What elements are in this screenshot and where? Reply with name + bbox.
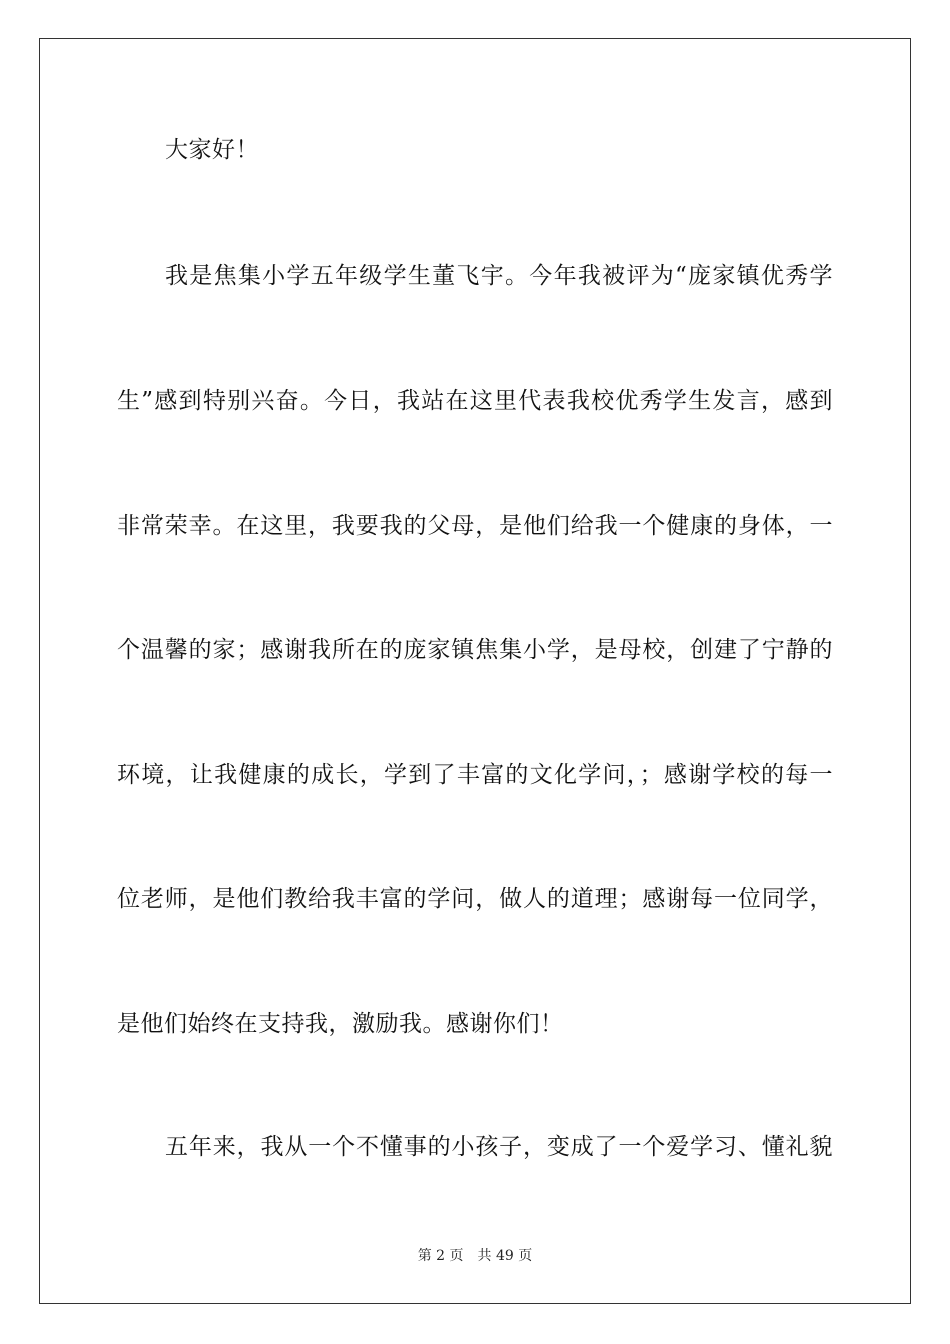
- paragraph-1-line-6: 位老师，是他们教给我丰富的学问，做人的道理；感谢每一位同学，: [117, 886, 833, 912]
- paragraph-1-line-5: 环境，让我健康的成长，学到了丰富的文化学问，；感谢学校的每一: [117, 762, 833, 788]
- greeting: 大家好！: [165, 137, 259, 163]
- paragraph-1-line-3: 非常荣幸。在这里，我要我的父母，是他们给我一个健康的身体，一: [117, 513, 833, 539]
- page-total: 共 49 页: [477, 1248, 533, 1264]
- page-border: [39, 38, 911, 1304]
- page-footer: [0, 1246, 950, 1266]
- paragraph-1-line-4: 个温馨的家；感谢我所在的庞家镇焦集小学，是母校，创建了宁静的: [117, 637, 833, 663]
- paragraph-1-line-7: 是他们始终在支持我，激励我。感谢你们！: [117, 1011, 564, 1037]
- page-number: 第 2 页: [417, 1248, 464, 1264]
- paragraph-1-line-2: 生”感到特别兴奋。今日，我站在这里代表我校优秀学生发言，感到: [117, 388, 833, 414]
- paragraph-2-line-1: 五年来，我从一个不懂事的小孩子，变成了一个爱学习、懂礼貌: [165, 1134, 833, 1160]
- paragraph-1-line-1: 我是焦集小学五年级学生董飞宇。今年我被评为“庞家镇优秀学: [165, 263, 833, 289]
